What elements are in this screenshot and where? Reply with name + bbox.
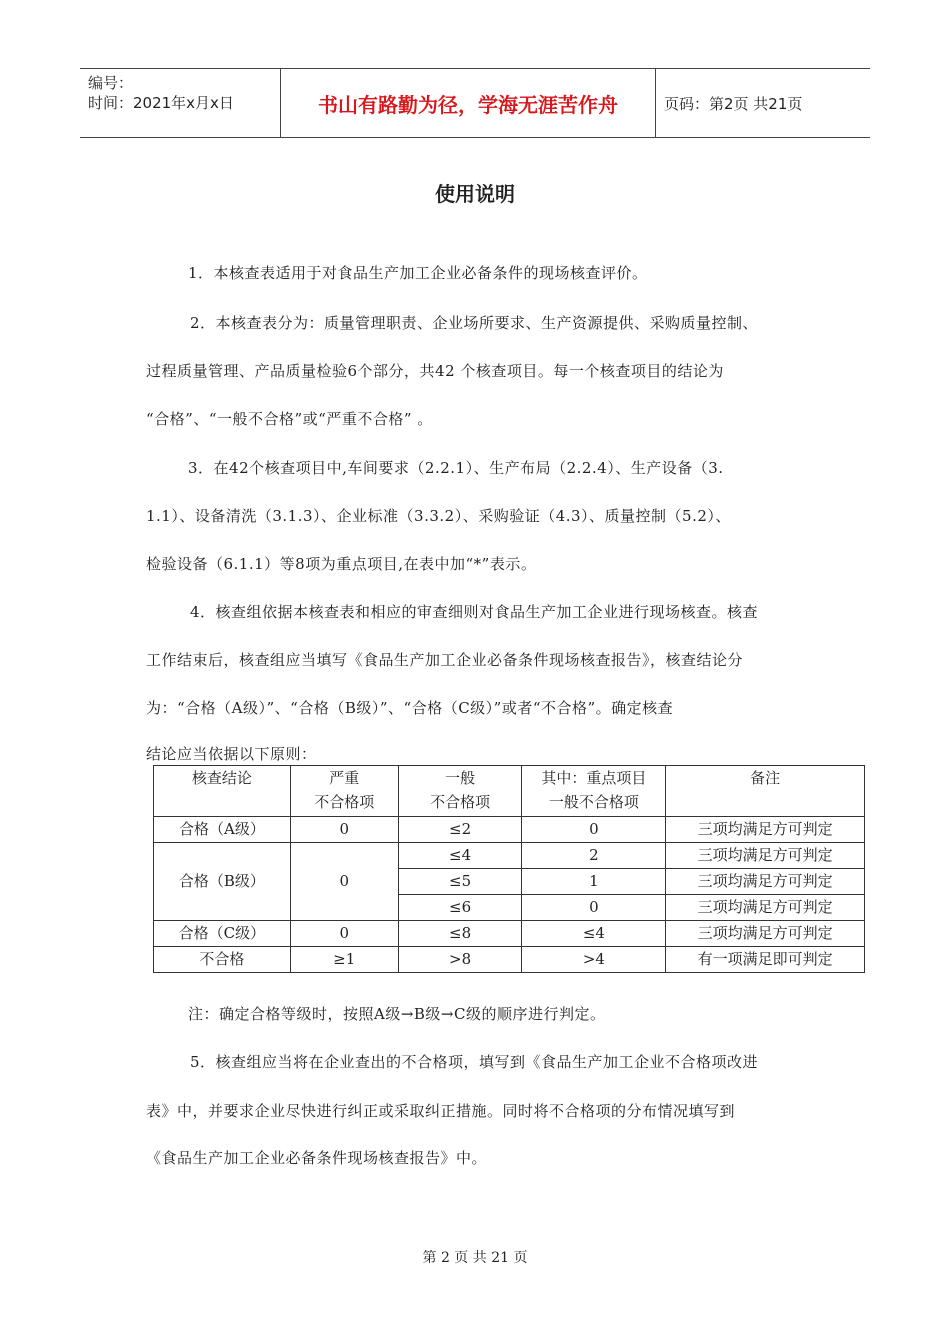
- table-row: ≤6 0 三项均满足方可判定: [154, 895, 865, 921]
- paragraph-3-line-1: 3．在42个核查项目中,车间要求（2.2.1）、生产布局（2.2.4）、生产设备（3.: [188, 459, 724, 477]
- header-meta: [80, 69, 280, 137]
- paragraph-3-line-3: 检验设备（6.1.1）等8项为重点项目,在表中加“*”表示。: [146, 555, 537, 573]
- paragraph-2-line-1: 2．本核查表分为：质量管理职责、企业场所要求、生产资源提供、采购质量控制、: [190, 314, 759, 332]
- paragraph-5-line-2: 表》中，并要求企业尽快进行纠正或采取纠正措施。同时将不合格项的分布情况填写到: [146, 1102, 736, 1120]
- header-serious: 严重 不合格项: [290, 766, 398, 817]
- paragraph-4-line-1: 4．核查组依据本核查表和相应的审查细则对食品生产加工企业进行现场核查。核查: [190, 603, 759, 621]
- table-row: ≤5 1 三项均满足方可判定: [154, 869, 865, 895]
- document-date: 时间：2021年x月x日: [88, 94, 234, 112]
- header-key-general: 其中：重点项目 一般不合格项: [522, 766, 666, 817]
- paragraph-5-line-1: 5．核查组应当将在企业查出的不合格项，填写到《食品生产加工企业不合格项改进: [190, 1053, 759, 1071]
- header-remark: 备注: [666, 766, 865, 817]
- paragraph-4-line-3: 为：“合格（A级）”、“合格（B级）”、“合格（C级）”或者“不合格”。确定核查: [146, 699, 674, 717]
- table-row: 合格（C级） 0 ≤8 ≤4 三项均满足方可判定: [154, 921, 865, 947]
- page-title: 使用说明: [435, 182, 515, 206]
- header-general: 一般 不合格项: [398, 766, 522, 817]
- paragraph-3-line-2: 1.1）、设备清洗（3.1.3）、企业标准（3.3.2）、采购验证（4.3）、质量控制（5.2）、: [146, 507, 731, 525]
- table-header-row: [154, 766, 865, 817]
- header-page-info: 页码：第2页 共21页: [664, 94, 803, 113]
- header-motto: 书山有路勤为径，学海无涯苦作舟: [280, 69, 656, 137]
- paragraph-2-line-2: 过程质量管理、产品质量检验6个部分，共42 个核查项目。每一个核查项目的结论为: [146, 362, 724, 380]
- table-row: 合格（B级） 0 ≤4 2 三项均满足方可判定: [154, 843, 865, 869]
- page-footer: 第 2 页 共 21 页: [422, 1250, 528, 1266]
- document-number: 编号：: [88, 74, 134, 92]
- header-conclusion: 核查结论: [154, 766, 291, 817]
- paragraph-4-line-4: 结论应当依据以下原则：: [146, 745, 317, 763]
- page-header: [80, 68, 870, 138]
- criteria-table: [153, 765, 865, 973]
- paragraph-4-line-2: 工作结束后，核查组应当填写《食品生产加工企业必备条件现场核查报告》，核查结论分: [146, 651, 744, 669]
- paragraph-2-line-3: “合格”、“一般不合格”或“严重不合格” 。: [146, 410, 433, 428]
- row-label: 不合格: [154, 947, 291, 973]
- table-note: 注：确定合格等级时，按照A级→B级→C级的顺序进行判定。: [188, 1005, 606, 1023]
- table-row: 合格（A级） 0 ≤2 0 三项均满足方可判定: [154, 817, 865, 843]
- table-row: 不合格 ≥1 >8 >4 有一项满足即可判定: [154, 947, 865, 973]
- row-label: 合格（A级）: [154, 817, 291, 843]
- paragraph-1: 1．本核查表适用于对食品生产加工企业必备条件的现场核查评价。: [188, 264, 648, 282]
- paragraph-5-line-3: 《食品生产加工企业必备条件现场核查报告》中。: [146, 1149, 488, 1167]
- row-label: 合格（C级）: [154, 921, 291, 947]
- row-label: 合格（B级）: [154, 843, 291, 921]
